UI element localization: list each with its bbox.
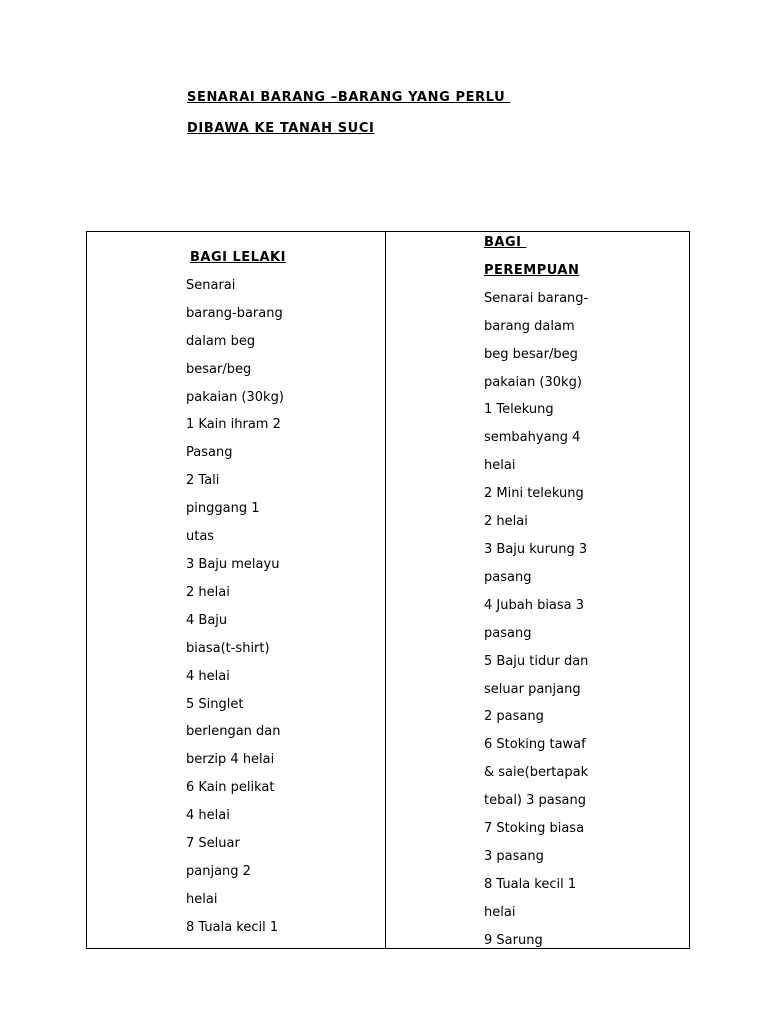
women-list-line: pasang <box>484 625 532 641</box>
women-column-header: BAGI <box>484 235 527 250</box>
women-list-line: pakaian (30kg) <box>484 374 582 390</box>
women-list-line: 8 Tuala kecil 1 <box>484 876 577 892</box>
column-divider <box>385 232 386 948</box>
women-list-line: 3 pasang <box>484 848 544 864</box>
men-list-line: berzip 4 helai <box>186 752 275 768</box>
women-list-line: barang dalam <box>484 318 575 334</box>
men-list-line: utas <box>186 529 215 545</box>
women-list-line: pasang <box>484 569 532 585</box>
women-list-line: 7 Stoking biasa <box>484 821 585 837</box>
women-list-line: 1 Telekung <box>484 402 554 418</box>
women-list-line: beg besar/beg <box>484 346 578 362</box>
women-list-line: tebal) 3 pasang <box>484 793 586 809</box>
men-list-line: 8 Tuala kecil 1 <box>186 919 279 935</box>
packing-list-table <box>86 231 690 949</box>
women-list-line: sembahyang 4 <box>484 430 581 446</box>
men-list-line: besar/beg <box>186 361 252 377</box>
men-list-line: 2 Tali <box>186 473 220 489</box>
women-list-line: & saie(bertapak <box>484 765 589 781</box>
men-list-line: 3 Baju melayu <box>186 556 280 572</box>
women-column-header: PEREMPUAN <box>484 262 580 278</box>
men-list-line: 5 Singlet <box>186 696 244 712</box>
document-title-line-2: DIBAWA KE TANAH SUCI <box>187 121 375 136</box>
women-list-line: helai <box>484 458 516 474</box>
men-list-line: 4 helai <box>186 808 230 824</box>
women-column <box>484 231 684 949</box>
men-list-line: panjang 2 <box>186 863 251 879</box>
men-column <box>186 244 376 942</box>
men-list-line: pakaian (30kg) <box>186 389 284 405</box>
women-list-line: seluar panjang <box>484 681 581 697</box>
men-list-line: biasa(t-shirt) <box>186 640 270 656</box>
men-list-line: berlengan dan <box>186 724 281 740</box>
men-list-line: 2 helai <box>186 584 230 600</box>
women-list-line: helai <box>484 904 516 920</box>
men-list-line: dalam beg <box>186 333 256 349</box>
women-list-line: 2 pasang <box>484 709 544 725</box>
men-list-line: 1 Kain ihram 2 <box>186 417 281 433</box>
men-list-line: helai <box>186 891 218 907</box>
women-list-line: 3 Baju kurung 3 <box>484 541 588 557</box>
women-list-line: 4 Jubah biasa 3 <box>484 597 585 613</box>
men-list-line: Senarai <box>186 277 236 293</box>
men-column-header: BAGI LELAKI <box>190 250 286 265</box>
men-list-line: 6 Kain pelikat <box>186 780 275 796</box>
women-list-line: 5 Baju tidur dan <box>484 653 589 669</box>
men-list-line: pinggang 1 <box>186 501 260 517</box>
women-list-line: 2 Mini telekung <box>484 486 584 502</box>
women-list-line: 6 Stoking tawaf <box>484 737 586 753</box>
men-list-line: Pasang <box>186 445 233 461</box>
men-list-line: 4 helai <box>186 668 230 684</box>
women-list-line: 9 Sarung <box>484 932 543 948</box>
men-list-line: 4 Baju <box>186 612 228 628</box>
women-list-line: Senarai barang- <box>484 290 589 306</box>
women-list-line: 2 helai <box>484 514 528 530</box>
men-list-line: barang-barang <box>186 305 283 321</box>
men-list-line: 7 Seluar <box>186 836 240 852</box>
document-title-line-1: SENARAI BARANG –BARANG YANG PERLU <box>187 90 511 105</box>
